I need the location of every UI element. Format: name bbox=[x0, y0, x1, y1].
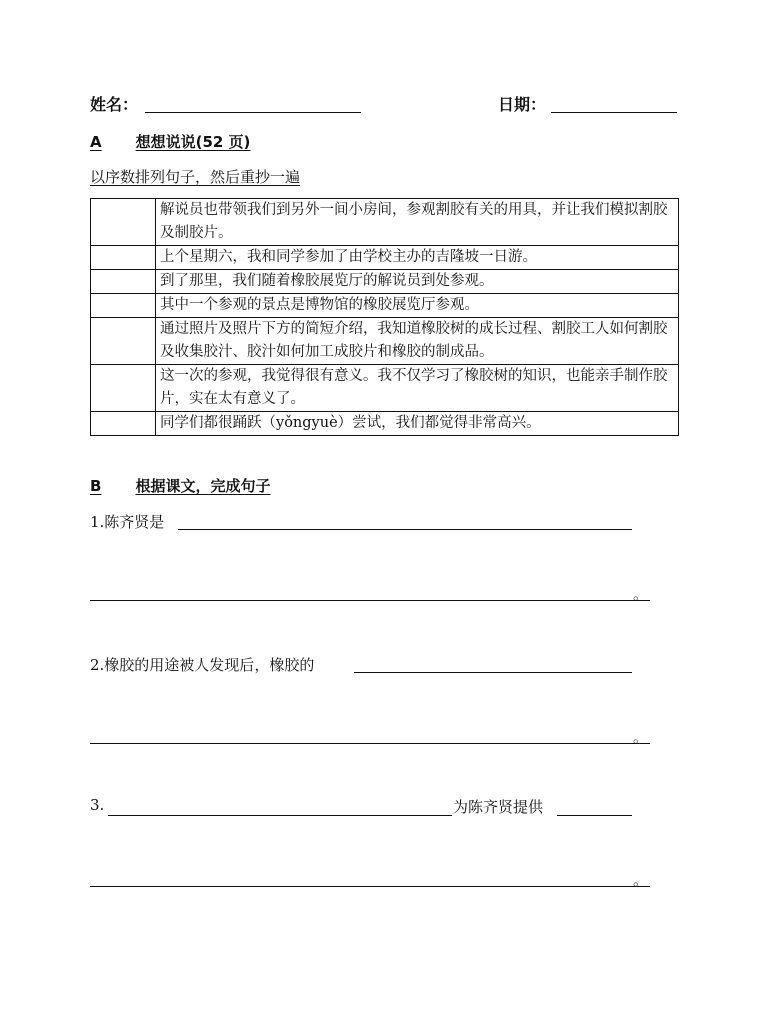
ordering-table bbox=[90, 198, 679, 436]
order-number-cell[interactable] bbox=[91, 365, 156, 412]
sentence-cell: 通过照片及照片下方的简短介绍，我知道橡胶树的成长过程、割胶工人如何割胶及收集胶汁、胶汁如何加工成胶片和橡胶的制成品。 bbox=[156, 318, 679, 365]
table-row bbox=[91, 318, 679, 365]
sentence-cell: 到了那里，我们随着橡胶展览厅的解说员到处参观。 bbox=[156, 270, 679, 294]
question-1-period: 。 bbox=[633, 585, 649, 603]
name-label: 姓名： bbox=[90, 95, 139, 114]
order-number-cell[interactable] bbox=[91, 294, 156, 318]
order-number-cell[interactable] bbox=[91, 246, 156, 270]
section-b-letter: B bbox=[90, 477, 102, 495]
order-number-cell[interactable] bbox=[91, 199, 156, 246]
order-number-cell[interactable] bbox=[91, 318, 156, 365]
question-1-prompt: 1.陈齐贤是 bbox=[90, 513, 165, 531]
table-row bbox=[91, 412, 679, 436]
table-row bbox=[91, 270, 679, 294]
sentence-cell: 解说员也带领我们到另外一间小房间，参观割胶有关的用具，并让我们模拟割胶及制胶片。 bbox=[156, 199, 679, 246]
date-field[interactable] bbox=[551, 112, 677, 113]
table-row bbox=[91, 199, 679, 246]
section-a-letter: A bbox=[90, 133, 102, 151]
date-label: 日期： bbox=[498, 95, 547, 114]
question-2-period: 。 bbox=[633, 728, 649, 746]
sentence-cell: 这一次的参观，我觉得很有意义。我不仅学习了橡胶树的知识，也能亲手制作胶片，实在太有意义了。 bbox=[156, 365, 679, 412]
question-3-answer-line-2[interactable] bbox=[90, 886, 650, 887]
question-3-period: 。 bbox=[633, 871, 649, 889]
question-2-answer-line[interactable] bbox=[354, 672, 632, 673]
table-row bbox=[91, 294, 679, 318]
question-3-prefix: 3. bbox=[90, 796, 105, 814]
question-2-prompt: 2.橡胶的用途被人发现后，橡胶的 bbox=[90, 656, 315, 674]
question-1-answer-line[interactable] bbox=[178, 529, 632, 530]
section-a-title: 想想说说(52 页) bbox=[135, 133, 251, 151]
order-number-cell[interactable] bbox=[91, 412, 156, 436]
question-3-answer-line-b[interactable] bbox=[557, 815, 632, 816]
question-3-prompt: 为陈齐贤提供 bbox=[453, 798, 544, 816]
table-row bbox=[91, 365, 679, 412]
table-row bbox=[91, 246, 679, 270]
name-field[interactable] bbox=[145, 112, 361, 113]
section-b-heading bbox=[90, 475, 270, 496]
sentence-cell: 其中一个参观的景点是博物馆的橡胶展览厅参观。 bbox=[156, 294, 679, 318]
section-a-heading bbox=[90, 131, 250, 152]
question-1-answer-line-2[interactable] bbox=[90, 600, 650, 601]
section-a-instruction: 以序数排列句子，然后重抄一遍 bbox=[90, 168, 301, 186]
question-3-answer-line-a[interactable] bbox=[108, 815, 452, 816]
section-b-title: 根据课文，完成句子 bbox=[135, 477, 271, 495]
order-number-cell[interactable] bbox=[91, 270, 156, 294]
sentence-cell: 上个星期六，我和同学参加了由学校主办的吉隆坡一日游。 bbox=[156, 246, 679, 270]
question-2-answer-line-2[interactable] bbox=[90, 743, 650, 744]
sentence-cell: 同学们都很踊跃（yǒngyuè）尝试，我们都觉得非常高兴。 bbox=[156, 412, 679, 436]
